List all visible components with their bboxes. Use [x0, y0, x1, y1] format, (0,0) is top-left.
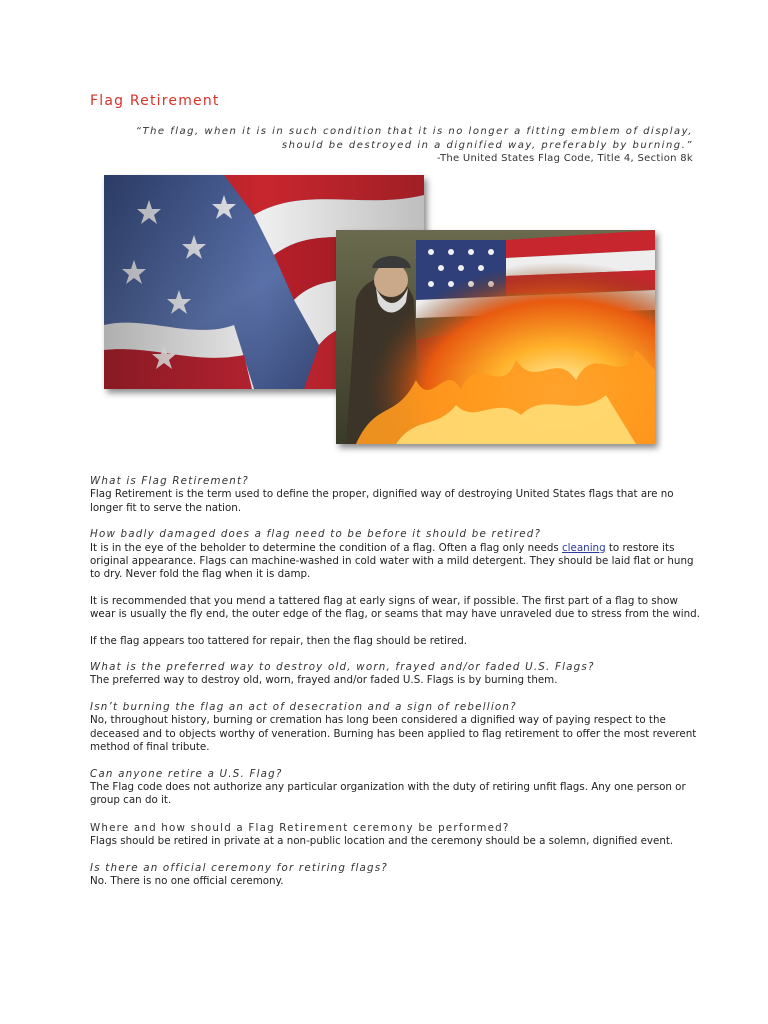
- faq-question-5: Can anyone retire a U.S. Flag?: [90, 767, 283, 780]
- faq-question-1: What is Flag Retirement?: [90, 475, 249, 487]
- faq-answer-2: [90, 542, 700, 582]
- faq-answer-1: Flag Retirement is the term used to define the proper, dignified way of destroying United States flags that are no longer fit to serve the nation.: [90, 488, 674, 514]
- page-title: Flag Retirement: [90, 93, 220, 109]
- flag-burning-photo: [336, 230, 655, 444]
- faq-question-3: What is the preferred way to destroy old, worn, frayed and/or faded U.S. Flags?: [90, 661, 595, 674]
- faq-answer-6: Flags should be retired in private at a non-public location and the ceremony should be a solemn, dignified event.: [90, 835, 674, 848]
- faq-answer-3: The preferred way to destroy old, worn, frayed and/or faded U.S. Flags is by burning them.: [90, 674, 558, 687]
- flag-code-quote: [100, 125, 693, 166]
- quote-text: “The flag, when it is in such condition that it is no longer a fitting emblem of display, should be destroyed in a dignified way, preferably by burning.”: [135, 126, 693, 151]
- faq-answer-2-before: It is in the eye of the beholder to determine the condition of a flag. Often a flag only needs: [90, 541, 562, 554]
- faq-question-4: Isn’t burning the flag an act of desecration and a sign of rebellion?: [90, 700, 517, 713]
- faq-question-2: How badly damaged does a flag need to be before it should be retired?: [90, 528, 542, 541]
- mend-flag-paragraph: It is recommended that you mend a tattered flag at early signs of wear, if possible. The first part of a flag to show wear is usually the fly end, the outer edge of the flag, or seams that may have unraveled due to stress from the wind.: [90, 594, 700, 621]
- faq-question-7: Is there an official ceremony for retiring flags?: [90, 861, 388, 874]
- faq-answer-4: No, throughout history, burning or cremation has long been considered a dignified way of paying respect to the deceased and to objects worthy of veneration. Burning has been applied to flag retirement to offer the most reverent method of final tribute.: [90, 714, 697, 754]
- retire-tattered-paragraph: If the flag appears too tattered for repair, then the flag should be retired.: [90, 634, 468, 647]
- cleaning-link[interactable]: cleaning: [562, 541, 606, 554]
- faq-answer-5: The Flag code does not authorize any particular organization with the duty of retiring unfit flags. Any one person or group can do it.: [90, 780, 686, 807]
- flag-burning-image: [336, 230, 655, 444]
- quote-citation: -The United States Flag Code, Title 4, Section 8k: [436, 153, 693, 164]
- faq-content: [90, 475, 700, 888]
- faq-question-6: Where and how should a Flag Retirement ceremony be performed?: [90, 821, 510, 834]
- faq-answer-7: No. There is no one official ceremony.: [90, 874, 284, 887]
- faq-answer-2-after: to restore its original appearance. Flags can machine-washed in cold water with a mild detergent. They should be laid flat or hung to dry. Never fold the flag when it is damp.: [90, 541, 694, 581]
